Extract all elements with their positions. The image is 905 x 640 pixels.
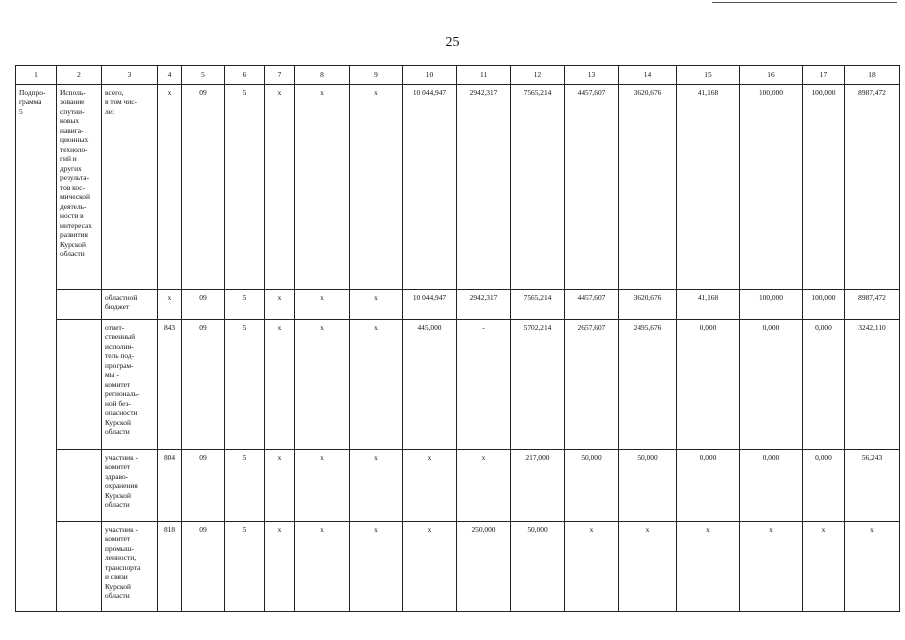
column-number: 15	[677, 66, 740, 85]
row-label: участник - комитет промыш- ленности, транспорта и связи Курской области	[102, 522, 158, 612]
column-number: 3	[102, 66, 158, 85]
column-number: 4	[158, 66, 182, 85]
data-cell: х	[295, 85, 350, 290]
header-row	[16, 66, 900, 85]
data-cell: 2942,317	[457, 85, 511, 290]
data-cell: 250,000	[457, 522, 511, 612]
empty-cell	[57, 522, 102, 612]
data-cell: х	[677, 522, 740, 612]
data-cell: 7565,214	[511, 85, 565, 290]
data-cell: 50,000	[619, 450, 677, 522]
column-number: 2	[57, 66, 102, 85]
data-cell: 8987,472	[845, 290, 900, 320]
data-cell: х	[265, 290, 295, 320]
data-cell: 0,000	[740, 450, 803, 522]
data-cell: 8987,472	[845, 85, 900, 290]
empty-cell	[57, 320, 102, 450]
data-cell: -	[457, 320, 511, 450]
data-cell: 0,000	[740, 320, 803, 450]
column-number: 5	[182, 66, 225, 85]
data-cell: 2942,317	[457, 290, 511, 320]
data-cell: х	[295, 522, 350, 612]
data-cell: 0,000	[677, 320, 740, 450]
data-cell: х	[740, 522, 803, 612]
data-cell: 100,000	[740, 85, 803, 290]
data-cell: х	[295, 290, 350, 320]
data-cell: 09	[182, 450, 225, 522]
data-cell: х	[265, 522, 295, 612]
data-cell: 09	[182, 290, 225, 320]
column-number: 1	[16, 66, 57, 85]
data-cell: х	[350, 290, 403, 320]
data-cell: 2495,676	[619, 320, 677, 450]
column-number: 16	[740, 66, 803, 85]
data-cell: 4457,607	[565, 290, 619, 320]
data-cell: х	[350, 522, 403, 612]
column-number: 10	[403, 66, 457, 85]
data-cell: х	[403, 522, 457, 612]
data-cell: 100,000	[740, 290, 803, 320]
data-cell: 0,000	[803, 320, 845, 450]
data-cell: 3620,676	[619, 85, 677, 290]
column-number: 14	[619, 66, 677, 85]
data-cell: 4457,607	[565, 85, 619, 290]
column-number: 11	[457, 66, 511, 85]
data-cell: х	[803, 522, 845, 612]
data-cell: 5	[225, 290, 265, 320]
table-row	[16, 450, 900, 522]
data-cell: 843	[158, 320, 182, 450]
program-cell: Подпро- грамма 5	[16, 85, 57, 612]
data-cell: х	[265, 320, 295, 450]
table-row	[16, 290, 900, 320]
data-cell: х	[619, 522, 677, 612]
data-cell: х	[350, 320, 403, 450]
table-row	[16, 320, 900, 450]
empty-cell	[57, 450, 102, 522]
data-cell: 56,243	[845, 450, 900, 522]
table-row	[16, 522, 900, 612]
data-cell: х	[457, 450, 511, 522]
data-cell: х	[295, 450, 350, 522]
data-cell: 100,000	[803, 85, 845, 290]
column-number: 6	[225, 66, 265, 85]
data-cell: 100,000	[803, 290, 845, 320]
data-cell: 5	[225, 85, 265, 290]
column-number: 13	[565, 66, 619, 85]
data-cell: 7565,214	[511, 290, 565, 320]
table-row	[16, 85, 900, 290]
data-cell: х	[845, 522, 900, 612]
row-label: всего, в том чис- ле:	[102, 85, 158, 290]
measure-cell: Исполь- зование спутни- ковых навига- ционных техноло- гий и других результа- тов кос- мической деятель- ности в интересах развития Курской области	[57, 85, 102, 290]
data-cell: 804	[158, 450, 182, 522]
data-cell: 0,000	[803, 450, 845, 522]
data-cell: х	[158, 290, 182, 320]
row-label: областной бюджет	[102, 290, 158, 320]
data-cell: 41,168	[677, 85, 740, 290]
data-cell: 50,000	[511, 522, 565, 612]
row-label: ответ- ственный исполни- тель под- програм- мы - комитет региональ- ной без- опасности Курской области	[102, 320, 158, 450]
page-number: 25	[445, 35, 460, 50]
data-cell: х	[265, 450, 295, 522]
data-cell: 217,000	[511, 450, 565, 522]
data-cell: 5	[225, 450, 265, 522]
column-number: 9	[350, 66, 403, 85]
row-label: участник - комитет здраво- охранения Курской области	[102, 450, 158, 522]
data-cell: 10 044,947	[403, 290, 457, 320]
data-cell: 50,000	[565, 450, 619, 522]
data-cell: х	[403, 450, 457, 522]
data-cell: х	[158, 85, 182, 290]
data-cell: 5702,214	[511, 320, 565, 450]
column-number: 7	[265, 66, 295, 85]
top-rule	[712, 2, 897, 3]
data-cell: 0,000	[677, 450, 740, 522]
data-cell: 3620,676	[619, 290, 677, 320]
data-cell: 41,168	[677, 290, 740, 320]
data-cell: х	[265, 85, 295, 290]
data-cell: х	[350, 85, 403, 290]
data-cell: 09	[182, 85, 225, 290]
budget-table	[15, 65, 900, 612]
data-cell: 445,000	[403, 320, 457, 450]
data-cell: 09	[182, 320, 225, 450]
data-cell: 5	[225, 320, 265, 450]
data-cell: х	[565, 522, 619, 612]
data-cell: 818	[158, 522, 182, 612]
column-number: 12	[511, 66, 565, 85]
data-cell: 09	[182, 522, 225, 612]
data-cell: 3242,110	[845, 320, 900, 450]
empty-cell	[57, 290, 102, 320]
data-cell: х	[295, 320, 350, 450]
column-number: 8	[295, 66, 350, 85]
column-number: 17	[803, 66, 845, 85]
data-cell: 10 044,947	[403, 85, 457, 290]
column-number: 18	[845, 66, 900, 85]
data-cell: х	[350, 450, 403, 522]
data-cell: 5	[225, 522, 265, 612]
data-cell: 2657,607	[565, 320, 619, 450]
